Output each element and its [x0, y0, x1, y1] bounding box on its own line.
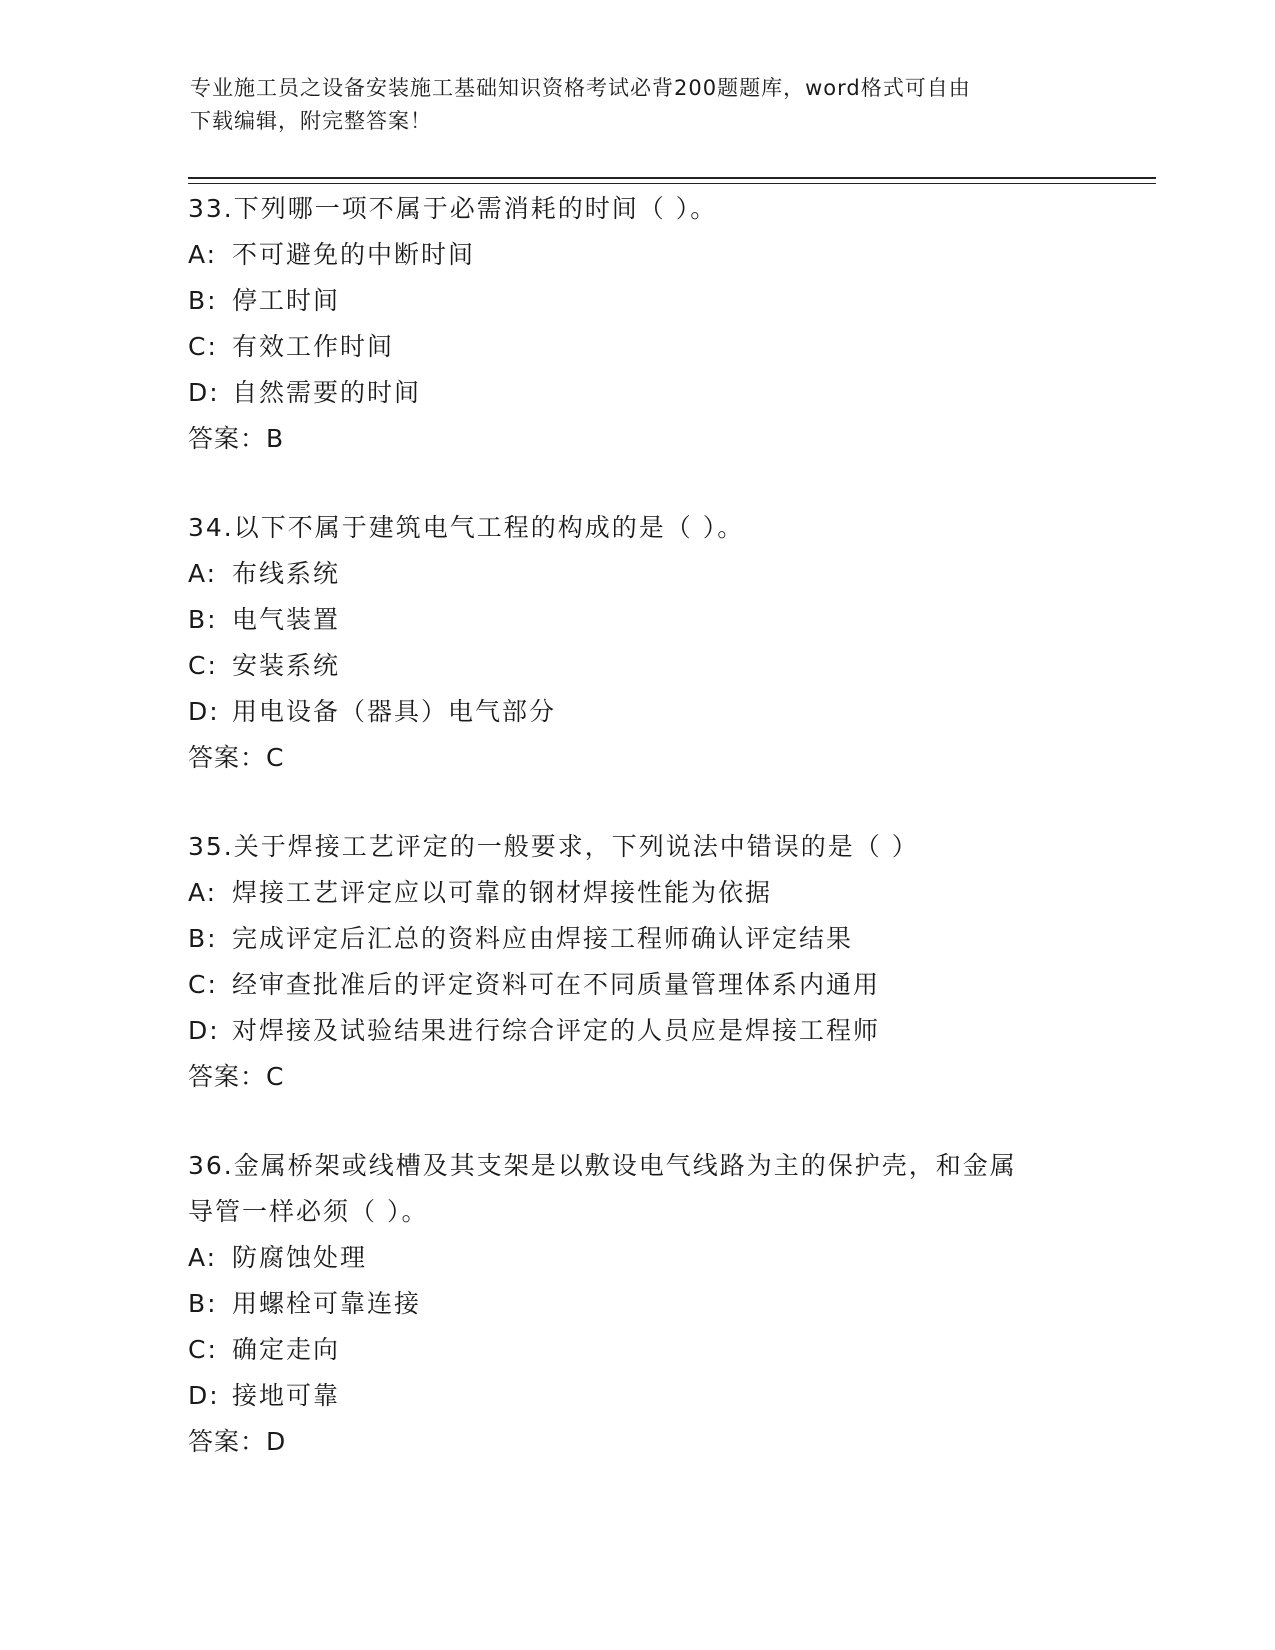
option-text: 停工时间	[232, 286, 341, 315]
option-d	[188, 370, 1088, 416]
option-text: 布线系统	[232, 559, 341, 588]
option-text: 防腐蚀处理	[232, 1243, 368, 1272]
option-d	[188, 689, 1088, 735]
option-text: 焊接工艺评定应以可靠的钢材焊接性能为依据	[232, 878, 773, 907]
option-letter: C:	[188, 1335, 218, 1364]
option-letter: A:	[188, 1243, 218, 1272]
option-letter: C:	[188, 970, 218, 999]
header-line-1: 专业施工员之设备安装施工基础知识资格考试必背200题题库，word格式可自由	[190, 76, 971, 100]
option-letter: B:	[188, 286, 218, 315]
option-letter: A:	[188, 559, 218, 588]
option-c	[188, 324, 1088, 370]
question-35	[188, 824, 1088, 1100]
header-divider-thin	[188, 183, 1156, 184]
question-36	[188, 1143, 1088, 1465]
question-stem-line-2: 导管一样必须（ ）。	[188, 1197, 429, 1226]
answer-text: 答案：C	[188, 743, 285, 772]
option-text: 确定走向	[232, 1335, 341, 1364]
option-text: 接地可靠	[232, 1381, 341, 1410]
question-33	[188, 186, 1088, 462]
option-letter: D:	[188, 1381, 220, 1410]
header-line-2: 下载编辑，附完整答案！	[190, 109, 432, 133]
option-letter: C:	[188, 332, 218, 361]
option-b	[188, 1281, 1088, 1327]
option-a	[188, 1235, 1088, 1281]
header-divider-thick	[188, 177, 1156, 179]
question-stem: 33.下列哪一项不属于必需消耗的时间（ ）。	[188, 194, 718, 223]
option-letter: A:	[188, 240, 218, 269]
option-letter: D:	[188, 697, 220, 726]
option-c	[188, 962, 1088, 1008]
option-letter: A:	[188, 878, 218, 907]
option-text: 有效工作时间	[232, 332, 395, 361]
option-text: 用螺栓可靠连接	[232, 1289, 422, 1318]
question-stem: 34.以下不属于建筑电气工程的构成的是（ ）。	[188, 513, 745, 542]
option-letter: B:	[188, 924, 218, 953]
option-text: 对焊接及试验结果进行综合评定的人员应是焊接工程师	[232, 1016, 881, 1045]
option-b	[188, 278, 1088, 324]
option-c	[188, 1327, 1088, 1373]
option-text: 电气装置	[232, 605, 341, 634]
document-header	[190, 72, 1090, 138]
option-letter: D:	[188, 378, 220, 407]
option-text: 经审查批准后的评定资料可在不同质量管理体系内通用	[232, 970, 881, 999]
option-text: 用电设备（器具）电气部分	[232, 697, 557, 726]
option-text: 完成评定后汇总的资料应由焊接工程师确认评定结果	[232, 924, 854, 953]
option-text: 不可避免的中断时间	[232, 240, 476, 269]
option-a	[188, 551, 1088, 597]
answer-text: 答案：D	[188, 1427, 287, 1456]
option-b	[188, 597, 1088, 643]
answer-text: 答案：C	[188, 1062, 285, 1091]
option-c	[188, 643, 1088, 689]
option-letter: C:	[188, 651, 218, 680]
question-34	[188, 505, 1088, 781]
option-a	[188, 232, 1088, 278]
option-text: 自然需要的时间	[232, 378, 422, 407]
answer-text: 答案：B	[188, 424, 285, 453]
option-letter: B:	[188, 1289, 218, 1318]
question-stem-line-1: 36.金属桥架或线槽及其支架是以敷设电气线路为主的保护壳，和金属	[188, 1151, 1017, 1180]
option-text: 安装系统	[232, 651, 341, 680]
option-d	[188, 1373, 1088, 1419]
option-letter: B:	[188, 605, 218, 634]
option-b	[188, 916, 1088, 962]
option-letter: D:	[188, 1016, 220, 1045]
option-d	[188, 1008, 1088, 1054]
question-stem: 35.关于焊接工艺评定的一般要求，下列说法中错误的是（ ）	[188, 832, 919, 861]
option-a	[188, 870, 1088, 916]
